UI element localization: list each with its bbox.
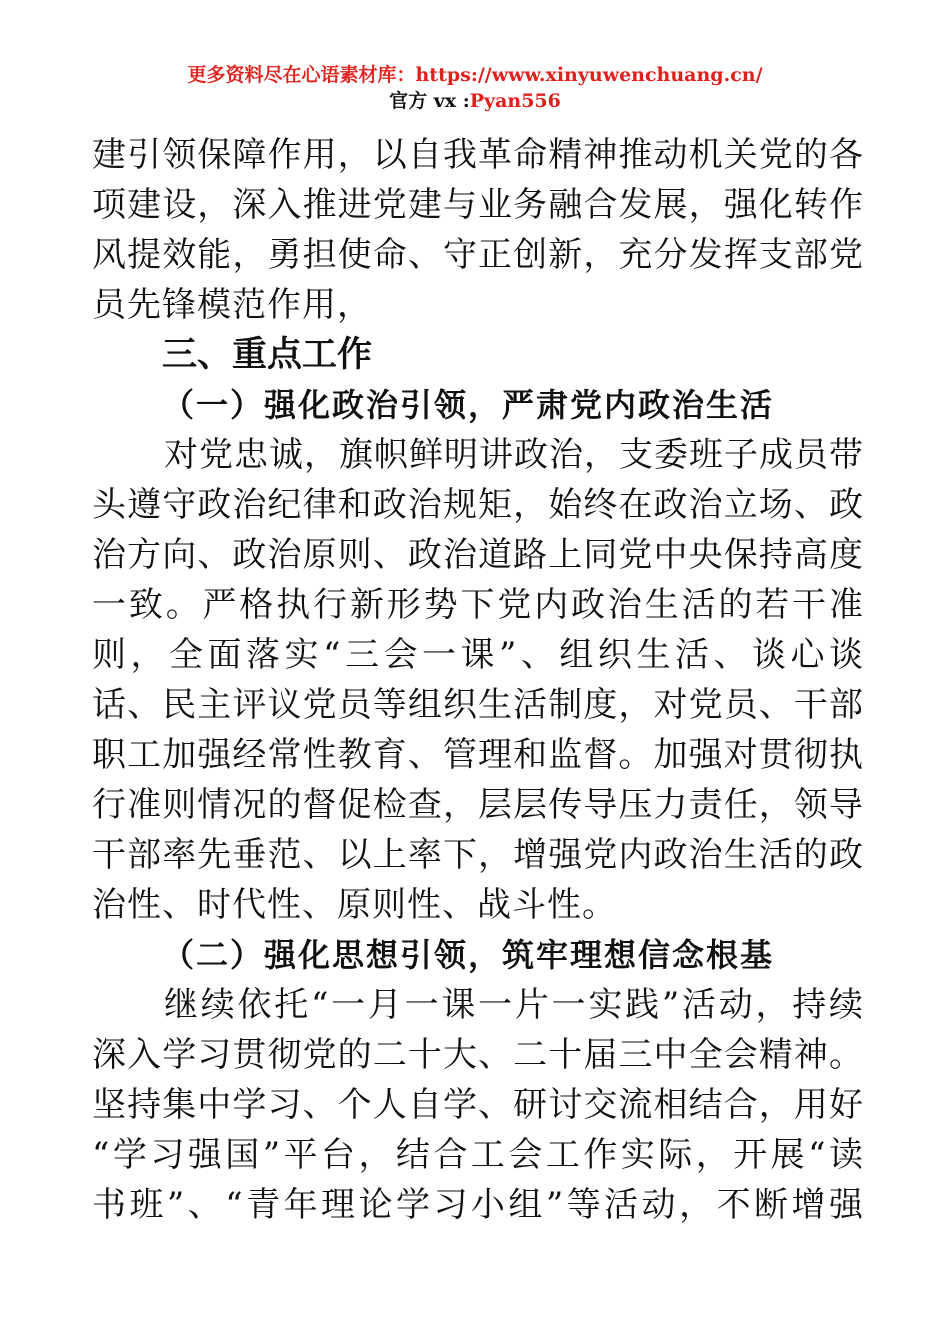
text-line: 治方向、政治原则、政治道路上同党中央保持高度 [92, 535, 864, 575]
banner-contact-handle: Pyan556 [469, 90, 561, 112]
text-line: 干部率先垂范、以上率下，增强党内政治生活的政 [92, 835, 864, 875]
text-line: 继续依托“一月一课一片一实践”活动，持续 [164, 985, 864, 1025]
text-line: 坚持集中学习、个人自学、研讨交流相结合，用好 [92, 1085, 864, 1125]
text-line: 对党忠诚，旗帜鲜明讲政治，支委班子成员带 [164, 435, 864, 475]
text-line: 风提效能，勇担使命、守正创新，充分发挥支部党 [92, 235, 864, 275]
text-line: 行准则情况的督促检查，层层传导压力责任，领导 [92, 785, 864, 825]
text-line: “学习强国”平台，结合工会工作实际，开展“读 [92, 1135, 864, 1175]
text-line: 深入学习贯彻党的二十大、二十届三中全会精神。 [92, 1035, 864, 1075]
subsection-heading-2: （二）强化思想引领，筑牢理想信念根基 [162, 936, 775, 974]
text-line: 话、民主评议党员等组织生活制度，对党员、干部 [92, 685, 864, 725]
document-body [92, 130, 864, 1230]
text-line: 项建设，深入推进党建与业务融合发展，强化转作 [92, 185, 864, 225]
paragraph-continued [92, 130, 864, 330]
text-line: 员先锋模范作用， [92, 285, 372, 325]
paragraph-political [92, 430, 864, 930]
text-line: 一致。严格执行新形势下党内政治生活的若干准 [92, 585, 864, 625]
subsection-heading-1: （一）强化政治引领，严肃党内政治生活 [162, 386, 775, 424]
text-line: 治性、时代性、原则性、战斗性。 [92, 885, 617, 925]
paragraph-ideological [92, 980, 864, 1230]
watermark-banner [0, 62, 950, 114]
banner-line-contact [0, 88, 950, 114]
text-line: 则，全面落实“三会一课”、组织生活、谈心谈 [92, 635, 864, 675]
text-line: 职工加强经常性教育、管理和监督。加强对贯彻执 [92, 735, 864, 775]
text-line: 建引领保障作用，以自我革命精神推动机关党的各 [92, 135, 864, 175]
banner-line-site: 更多资料尽在心语素材库：https://www.xinyuwenchuang.cn/ [187, 64, 763, 86]
banner-contact-label: 官方 vx : [389, 90, 470, 112]
text-line: 书班”、“青年理论学习小组”等活动，不断增强 [92, 1185, 864, 1225]
section-heading: 三、重点工作 [162, 335, 373, 375]
text-line: 头遵守政治纪律和政治规矩，始终在政治立场、政 [92, 485, 864, 525]
